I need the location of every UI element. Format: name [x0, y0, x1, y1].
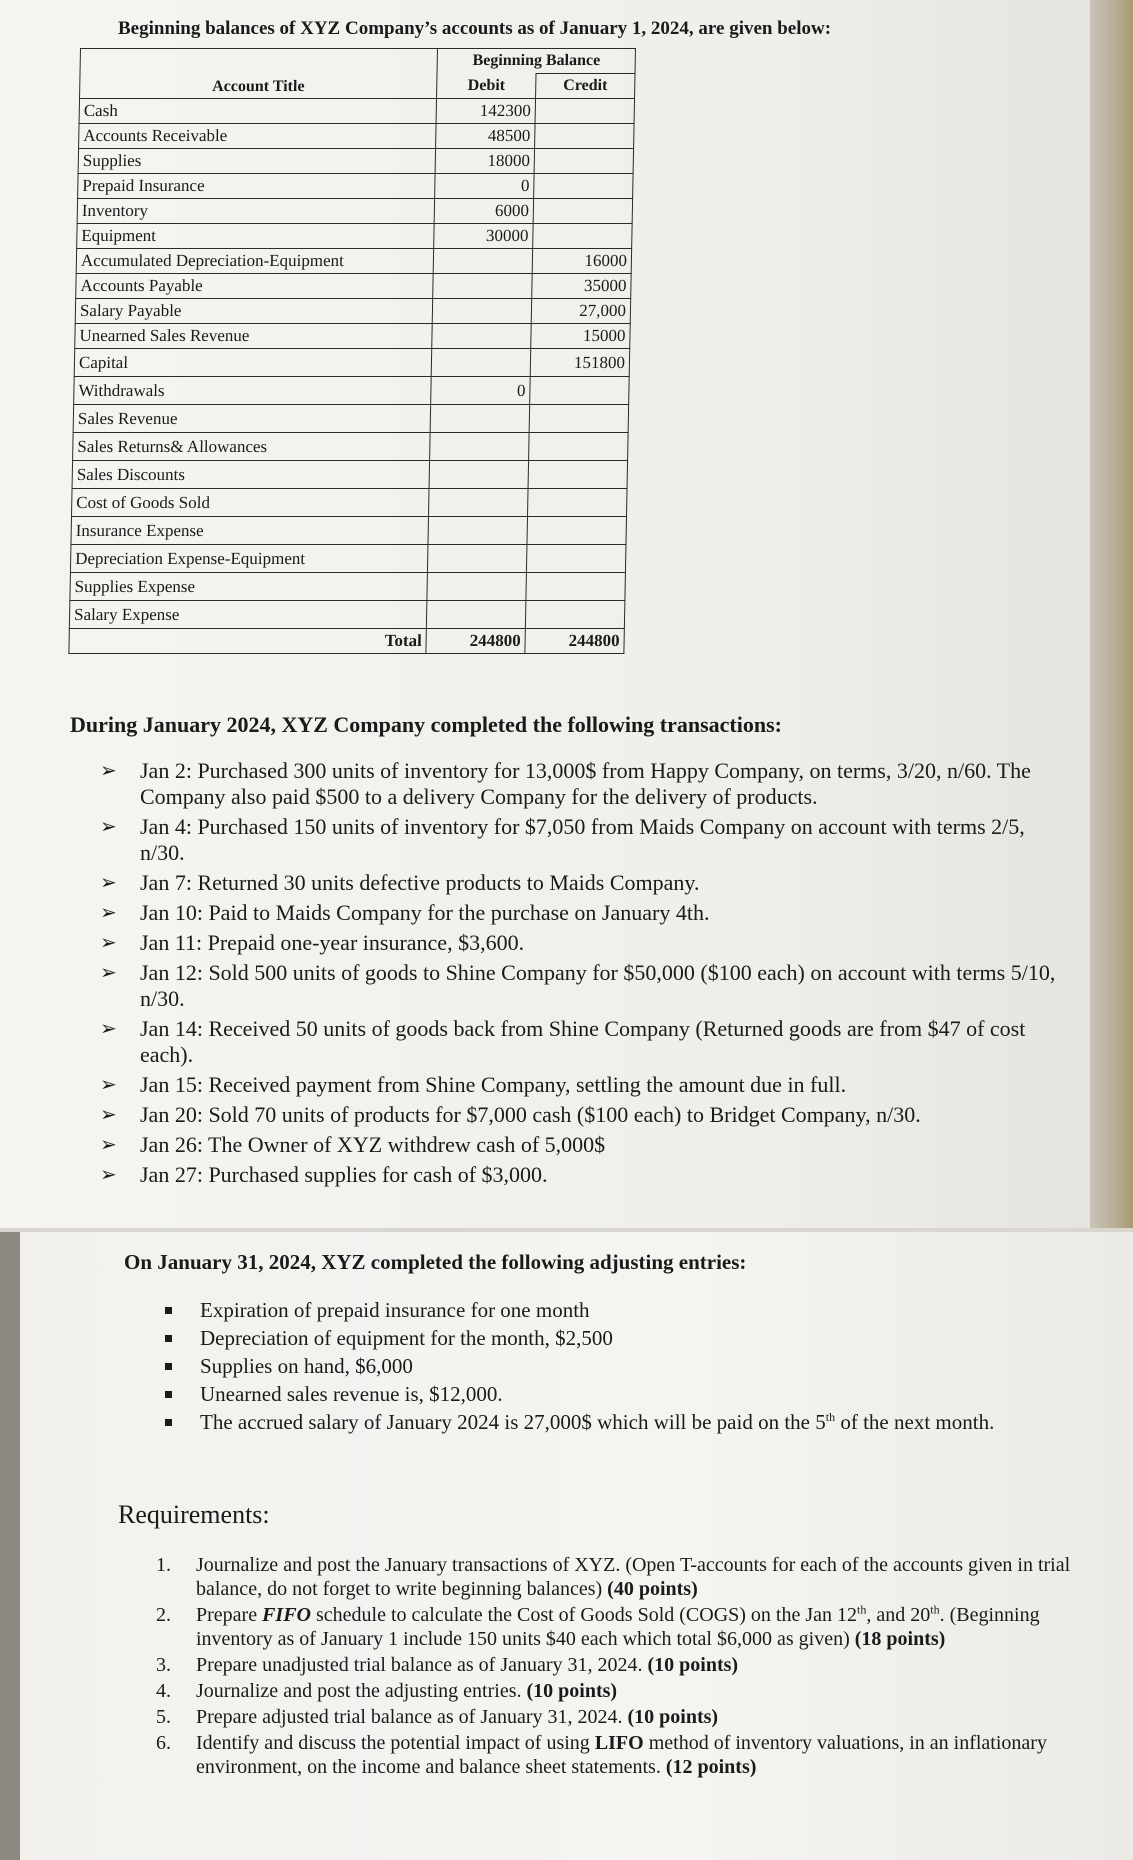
- requirement-text: [196, 1706, 718, 1728]
- credit-value: 27,000: [531, 299, 630, 324]
- credit-value: 16000: [532, 249, 631, 274]
- transaction-text: Jan 10: Paid to Maids Company for the purchase on January 4th.: [140, 900, 710, 925]
- superscript: th: [825, 1410, 836, 1424]
- credit-value: [526, 573, 625, 601]
- debit-value: 0: [435, 174, 534, 199]
- transaction-text: Jan 7: Returned 30 units defective products to Maids Company.: [140, 870, 700, 895]
- credit-value: [527, 517, 626, 545]
- requirement-text: [196, 1554, 1070, 1600]
- credit-value: [534, 174, 633, 199]
- debit-value: [433, 249, 532, 274]
- arrow-bullet-icon: ➢: [100, 1134, 117, 1156]
- total-credit: 244800: [525, 629, 624, 654]
- superscript: th: [857, 1602, 867, 1617]
- transaction-item: [96, 758, 1056, 810]
- arrow-bullet-icon: ➢: [100, 902, 117, 924]
- table-row: [71, 517, 627, 545]
- superscript: th: [930, 1602, 940, 1617]
- arrow-bullet-icon: ➢: [100, 1074, 117, 1096]
- account-title: Sales Discounts: [72, 461, 430, 489]
- adjustment-text: Unearned sales revenue is, $12,000.: [200, 1382, 503, 1406]
- debit-value: [430, 405, 529, 433]
- account-title: Insurance Expense: [71, 517, 429, 545]
- table-row: [75, 324, 630, 349]
- table-row: [76, 249, 631, 274]
- adjusting-heading: On January 31, 2024, XYZ completed the following adjusting entries:: [124, 1250, 747, 1274]
- requirements-list: [150, 1553, 1100, 1781]
- requirement-text: [196, 1680, 617, 1702]
- square-bullet-icon: [165, 1335, 172, 1342]
- transaction-item: [96, 870, 1056, 896]
- credit-value: [529, 405, 628, 433]
- credit-value: [530, 377, 629, 405]
- arrow-bullet-icon: ➢: [100, 816, 117, 838]
- credit-value: [533, 224, 632, 249]
- transaction-text: Jan 4: Purchased 150 units of inventory for $7,050 from Maids Company on account with terms 2/5, n/30.: [140, 814, 1025, 865]
- transaction-item: [96, 814, 1056, 866]
- req-body: method of inventory valuations, in an inflationary environment, on the income and balance sheet statements.: [196, 1732, 1047, 1778]
- credit-header: Credit: [536, 74, 635, 99]
- transaction-item: [96, 930, 1056, 956]
- debit-value: [427, 601, 526, 629]
- account-title: Cost of Goods Sold: [72, 489, 430, 517]
- beginning-balance-table: [68, 48, 636, 654]
- req-pre: Prepare: [196, 1604, 263, 1626]
- arrow-bullet-icon: ➢: [100, 760, 117, 782]
- requirement-number: 6.: [156, 1732, 171, 1754]
- table-row: [79, 99, 634, 124]
- req-points: (10 points): [526, 1680, 618, 1702]
- account-title: Accounts Payable: [76, 274, 434, 299]
- arrow-bullet-icon: ➢: [100, 872, 117, 894]
- credit-value: [534, 149, 633, 174]
- table-row: [72, 461, 628, 489]
- table-row: [70, 573, 626, 601]
- square-bullet-icon: [165, 1363, 172, 1370]
- table-row: [74, 377, 630, 405]
- requirement-item: [150, 1553, 1100, 1601]
- square-bullet-icon: [165, 1391, 172, 1398]
- account-title: Capital: [74, 349, 432, 377]
- requirement-number: 4.: [156, 1680, 171, 1702]
- debit-value: [429, 461, 528, 489]
- adjustment-item: [160, 1296, 1080, 1324]
- req-points: (18 points): [854, 1628, 946, 1650]
- account-title: Unearned Sales Revenue: [75, 324, 433, 349]
- adjustment-item: [160, 1380, 1080, 1408]
- debit-value: 0: [431, 377, 530, 405]
- req-strong: LIFO: [594, 1732, 644, 1754]
- debit-value: [432, 299, 531, 324]
- adjustment-text: Depreciation of equipment for the month, $2,500: [200, 1326, 613, 1350]
- account-title: Equipment: [77, 224, 435, 249]
- square-bullet-icon: [165, 1307, 172, 1314]
- requirement-number: 2.: [156, 1604, 171, 1626]
- transactions-list: [96, 758, 1056, 1192]
- requirement-number: 1.: [156, 1554, 171, 1576]
- req-body: Journalize and post the January transactions of XYZ. (Open T-accounts for each of the accounts given in trial balance, do not forget to write beginning balances): [196, 1554, 1071, 1600]
- table-row: [76, 274, 631, 299]
- requirement-item: [150, 1705, 1100, 1729]
- adjustment-text: Expiration of prepaid insurance for one month: [200, 1298, 590, 1322]
- credit-value: 15000: [531, 324, 630, 349]
- table-row: [73, 405, 629, 433]
- table-row: [69, 601, 625, 629]
- debit-value: [431, 349, 530, 377]
- account-title: Prepaid Insurance: [78, 174, 436, 199]
- debit-value: [429, 489, 528, 517]
- requirement-text: [196, 1732, 1047, 1778]
- transaction-text: Jan 11: Prepaid one-year insurance, $3,600.: [140, 930, 525, 955]
- credit-value: [525, 601, 624, 629]
- req-mid: , and 20: [866, 1604, 931, 1626]
- debit-value: [428, 517, 527, 545]
- requirement-number: 5.: [156, 1706, 171, 1728]
- requirement-item: [150, 1603, 1100, 1651]
- table-row: [77, 224, 632, 249]
- arrow-bullet-icon: ➢: [100, 1104, 117, 1126]
- req-points: (10 points): [647, 1654, 739, 1676]
- adjustment-text-end: of the next month.: [835, 1410, 995, 1434]
- beginning-balance-header: Beginning Balance: [437, 49, 635, 74]
- account-title: Sales Returns& Allowances: [73, 433, 431, 461]
- req-body: Prepare adjusted trial balance as of January 31, 2024.: [196, 1706, 623, 1728]
- table-row: [77, 199, 632, 224]
- total-label: Total: [69, 629, 427, 654]
- requirement-item: [150, 1679, 1100, 1703]
- credit-value: [527, 545, 626, 573]
- table-row: [72, 489, 628, 517]
- req-points: (40 points): [607, 1578, 698, 1600]
- transaction-text: Jan 20: Sold 70 units of products for $7,000 cash ($100 each) to Bridget Company, n/30.: [140, 1102, 921, 1127]
- credit-value: [535, 99, 634, 124]
- total-debit: 244800: [426, 629, 525, 654]
- debit-value: [433, 274, 532, 299]
- requirements-heading: Requirements:: [118, 1500, 270, 1529]
- credit-value: [529, 433, 628, 461]
- account-title: Salary Expense: [69, 601, 427, 629]
- debit-value: [427, 573, 526, 601]
- credit-value: 151800: [530, 349, 629, 377]
- transaction-item: [96, 1072, 1056, 1098]
- account-title: Accounts Receivable: [79, 124, 437, 149]
- req-body: Prepare unadjusted trial balance as of January 31, 2024.: [196, 1654, 643, 1676]
- arrow-bullet-icon: ➢: [100, 962, 117, 984]
- total-row: [69, 629, 624, 654]
- debit-value: [432, 324, 531, 349]
- transaction-text: Jan 26: The Owner of XYZ withdrew cash of 5,000$: [140, 1132, 606, 1157]
- arrow-bullet-icon: ➢: [100, 1164, 117, 1186]
- transaction-item: [96, 1102, 1056, 1128]
- account-title: Inventory: [77, 199, 435, 224]
- requirement-number: 3.: [156, 1654, 171, 1676]
- credit-value: [533, 199, 632, 224]
- debit-value: [430, 433, 529, 461]
- transaction-item: [96, 1016, 1056, 1068]
- transaction-item: [96, 900, 1056, 926]
- transaction-item: [96, 1162, 1056, 1188]
- requirement-text: [196, 1604, 1040, 1650]
- table-row: [73, 433, 629, 461]
- req-body-2: . (Beginning inventory as of January 1 include 150 units $40 each which total $6,000 as given): [196, 1604, 1040, 1650]
- req-emphasis: FIFO: [262, 1604, 311, 1626]
- debit-value: 142300: [436, 99, 535, 124]
- table-row: [75, 299, 630, 324]
- debit-value: 30000: [434, 224, 533, 249]
- adjustment-item: [160, 1408, 1080, 1436]
- square-bullet-icon: [165, 1419, 172, 1426]
- req-body: schedule to calculate the Cost of Goods Sold (COGS) on the Jan 12: [310, 1604, 858, 1626]
- adjusting-list: [160, 1296, 1080, 1436]
- account-title: Salary Payable: [75, 299, 433, 324]
- req-points: (12 points): [665, 1756, 757, 1778]
- debit-value: 48500: [436, 124, 535, 149]
- debit-header: Debit: [437, 74, 536, 99]
- debit-value: 18000: [435, 149, 534, 174]
- account-title: Depreciation Expense-Equipment: [70, 545, 428, 573]
- transaction-text: Jan 15: Received payment from Shine Company, settling the amount due in full.: [140, 1072, 847, 1097]
- debit-value: 6000: [434, 199, 533, 224]
- account-title: Accumulated Depreciation-Equipment: [76, 249, 434, 274]
- document-title: Beginning balances of XYZ Company’s accounts as of January 1, 2024, are given below:: [118, 18, 832, 39]
- page-edge: [1090, 0, 1133, 1228]
- req-pre: Identify and discuss the potential impact of using: [196, 1732, 595, 1754]
- adjustment-item: [160, 1324, 1080, 1352]
- table-row: [78, 149, 633, 174]
- account-title-header: Account Title: [80, 49, 438, 99]
- account-title: Supplies Expense: [70, 573, 428, 601]
- arrow-bullet-icon: ➢: [100, 1018, 117, 1040]
- transaction-item: [96, 1132, 1056, 1158]
- debit-value: [428, 545, 527, 573]
- account-title: Withdrawals: [74, 377, 432, 405]
- requirement-text: [196, 1654, 738, 1676]
- credit-value: 35000: [532, 274, 631, 299]
- transaction-text: Jan 14: Received 50 units of goods back from Shine Company (Returned goods are from $47 of cost each).: [140, 1016, 1026, 1067]
- transaction-text: Jan 27: Purchased supplies for cash of $3,000.: [140, 1162, 548, 1187]
- arrow-bullet-icon: ➢: [100, 932, 117, 954]
- req-points: (10 points): [627, 1706, 719, 1728]
- table-row: [70, 545, 626, 573]
- adjustment-text: The accrued salary of January 2024 is 27,000$ which will be paid on the 5: [200, 1410, 826, 1434]
- credit-value: [528, 461, 627, 489]
- adjustment-text: Supplies on hand, $6,000: [200, 1354, 413, 1378]
- requirement-item: [150, 1653, 1100, 1677]
- credit-value: [535, 124, 634, 149]
- page-edge-shadow: [0, 1232, 20, 1860]
- transaction-item: [96, 960, 1056, 1012]
- account-title: Supplies: [78, 149, 436, 174]
- table-row: [78, 174, 633, 199]
- credit-value: [528, 489, 627, 517]
- transaction-text: Jan 2: Purchased 300 units of inventory for 13,000$ from Happy Company, on terms, 3/20, n/60. The Company also paid $500 to a delivery Company for the delivery of products.: [140, 758, 1031, 809]
- transactions-heading: During January 2024, XYZ Company completed the following transactions:: [70, 712, 782, 737]
- requirement-item: [150, 1731, 1100, 1779]
- table-row: [79, 124, 634, 149]
- account-title: Sales Revenue: [73, 405, 431, 433]
- req-body: Journalize and post the adjusting entries.: [196, 1680, 522, 1702]
- adjustment-item: [160, 1352, 1080, 1380]
- account-title: Cash: [79, 99, 437, 124]
- transaction-text: Jan 12: Sold 500 units of goods to Shine Company for $50,000 ($100 each) on account with terms 5/10, n/30.: [140, 960, 1056, 1011]
- table-row: [74, 349, 630, 377]
